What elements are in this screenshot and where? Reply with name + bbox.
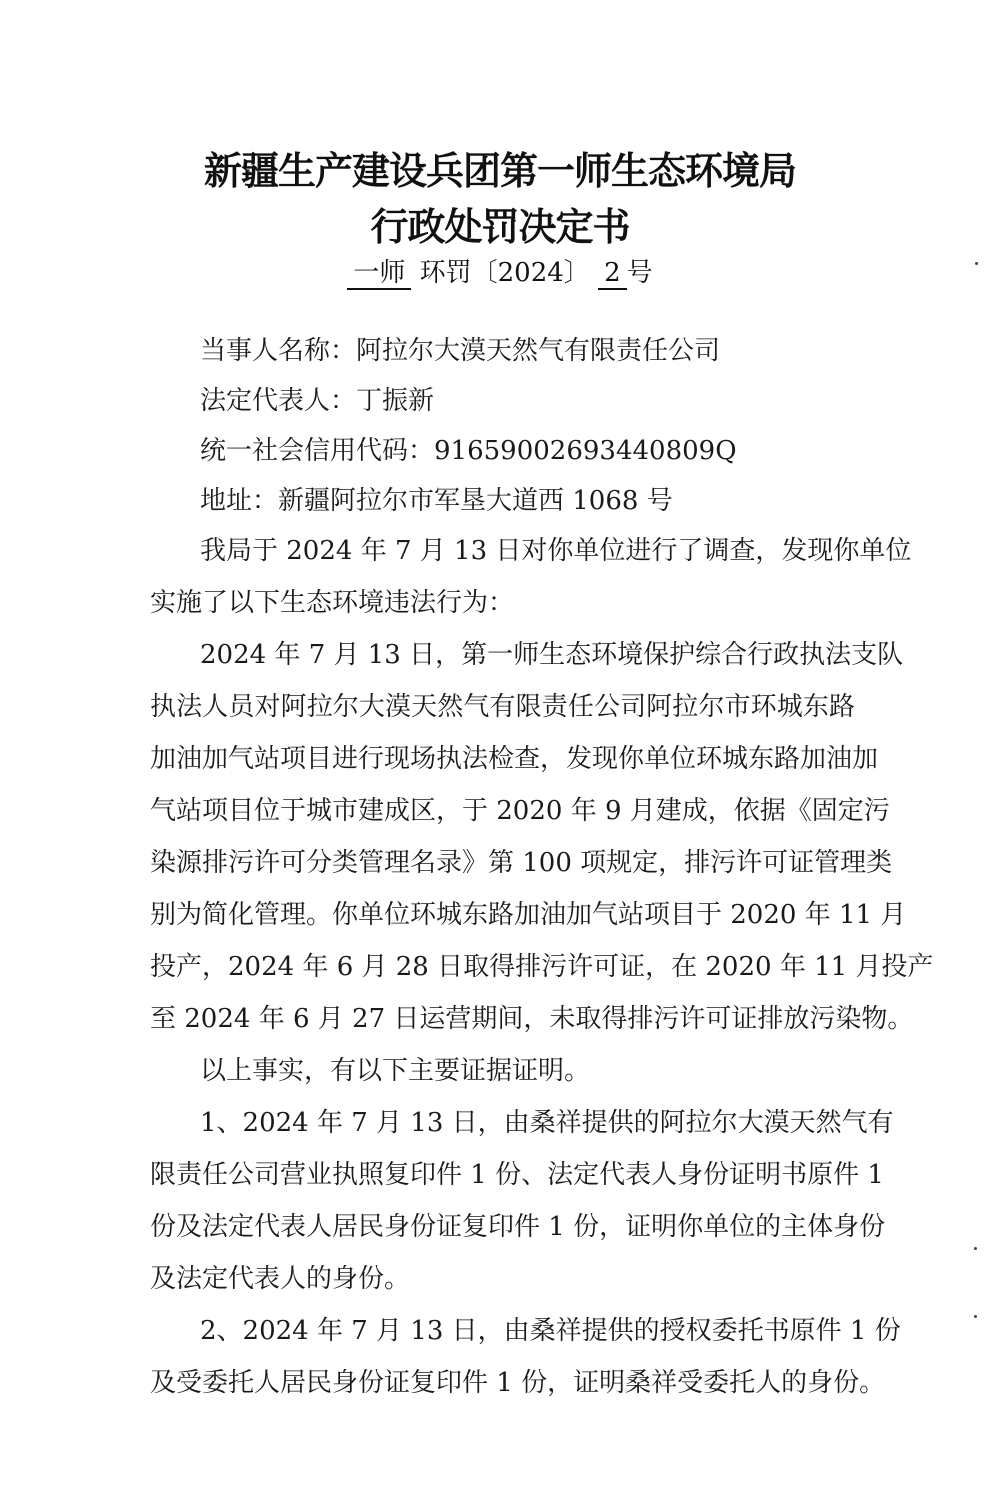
scan-speck bbox=[974, 1315, 977, 1318]
party-rep: 法定代表人：丁振新 bbox=[200, 386, 435, 416]
body-line: 至 2024 年 6 月 27 日运营期间，未取得排污许可证排放污染物。 bbox=[150, 1004, 914, 1034]
body-line: 2、2024 年 7 月 13 日，由桑祥提供的授权委托书原件 1 份 bbox=[200, 1316, 901, 1346]
body-line: 气站项目位于城市建成区，于 2020 年 9 月建成，依据《固定污 bbox=[150, 796, 890, 826]
party-credit-code: 统一社会信用代码：91659002693440809Q bbox=[200, 436, 737, 466]
docno-number: 2 bbox=[598, 258, 627, 290]
body-line: 执法人员对阿拉尔大漠天然气有限责任公司阿拉尔市环城东路 bbox=[150, 692, 855, 722]
org-title: 新疆生产建设兵团第一师生态环境局 bbox=[203, 149, 796, 193]
document-number bbox=[0, 252, 1000, 289]
party-address: 地址：新疆阿拉尔市军垦大道西 1068 号 bbox=[200, 486, 673, 516]
body-line: 限责任公司营业执照复印件 1 份、法定代表人身份证明书原件 1 bbox=[150, 1160, 884, 1190]
body-line: 及受委托人居民身份证复印件 1 份，证明桑祥受委托人的身份。 bbox=[150, 1368, 886, 1398]
scan-speck bbox=[974, 1247, 977, 1250]
body-line: 及法定代表人的身份。 bbox=[150, 1264, 411, 1294]
body-line: 加油加气站项目进行现场执法检查，发现你单位环城东路加油加 bbox=[150, 744, 879, 774]
body-line: 以上事实，有以下主要证据证明。 bbox=[200, 1056, 591, 1086]
party-name: 当事人名称：阿拉尔大漠天然气有限责任公司 bbox=[200, 336, 721, 366]
body-line: 投产，2024 年 6 月 28 日取得排污许可证，在 2020 年 11 月投产 bbox=[150, 952, 934, 982]
body-line: 份及法定代表人居民身份证复印件 1 份，证明你单位的主体身份 bbox=[150, 1212, 886, 1242]
body-line: 1、2024 年 7 月 13 日，由桑祥提供的阿拉尔大漠天然气有 bbox=[200, 1108, 894, 1138]
body-line: 实施了以下生态环境违法行为： bbox=[150, 588, 515, 618]
docno-suffix: 号 bbox=[626, 258, 653, 288]
body-line: 2024 年 7 月 13 日，第一师生态环境保护综合行政执法支队 bbox=[200, 640, 904, 670]
docno-prefix: 一师 bbox=[347, 258, 411, 290]
scan-speck bbox=[975, 262, 978, 265]
docno-middle: 环罚〔2024〕 bbox=[419, 258, 590, 288]
doc-type-title: 行政处罚决定书 bbox=[370, 205, 630, 249]
body-line: 我局于 2024 年 7 月 13 日对你单位进行了调查，发现你单位 bbox=[200, 536, 912, 566]
body-line: 染源排污许可分类管理名录》第 100 项规定，排污许可证管理类 bbox=[150, 848, 893, 878]
body-line: 别为简化管理。你单位环城东路加油加气站项目于 2020 年 11 月 bbox=[150, 900, 907, 930]
